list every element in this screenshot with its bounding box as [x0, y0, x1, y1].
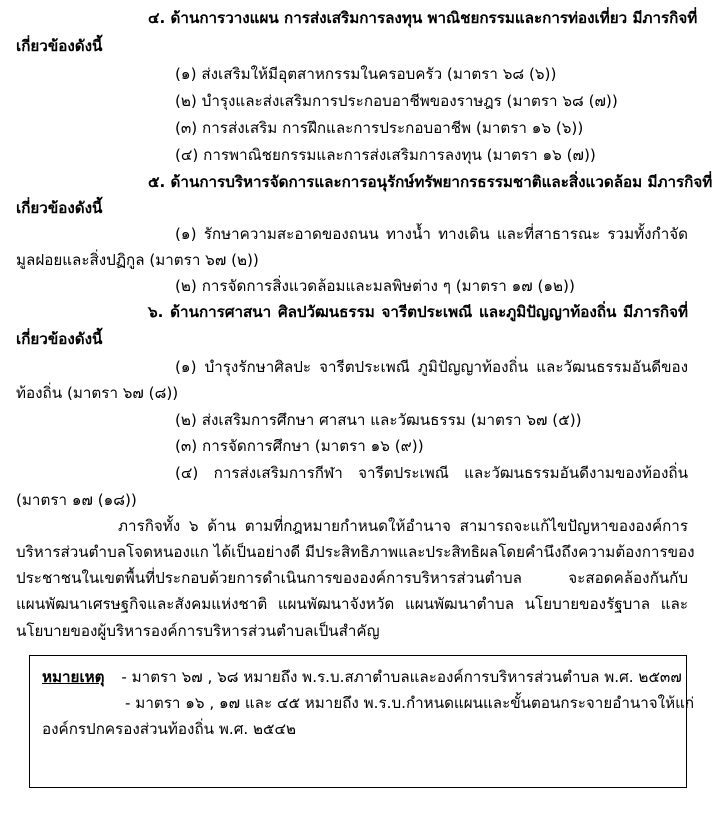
section-4-title-cont: เกี่ยวข้องดังนี้ — [16, 37, 103, 55]
section-6-title-cont: เกี่ยวข้องดังนี้ — [16, 330, 103, 348]
section-6-item-2: (๒) ส่งเสริมการศึกษา ศาสนา และวัฒนธรรม (มาตรา ๖๗ (๕)) — [175, 411, 582, 429]
section-4-item-1: (๑) ส่งเสริมให้มีอุตสาหกรรมในครอบครัว (มาตรา ๖๘ (๖)) — [175, 65, 557, 83]
section-4-item-4: (๔) การพาณิชยกรรมและการส่งเสริมการลงทุน (มาตรา ๑๖ (๗)) — [175, 146, 596, 164]
section-4-item-3: (๓) การส่งเสริม การฝึกและการประกอบอาชีพ (มาตรา ๑๖ (๖)) — [175, 119, 584, 137]
note-label: หมายเหตุ — [42, 668, 105, 686]
summary-line-1: ภารกิจทั้ง ๖ ด้าน ตามที่กฎหมายกำหนดให้อำนาจ สามารถจะแก้ไขปัญหาขององค์การ — [118, 517, 688, 535]
summary-line-2: บริหารส่วนตำบลโจดหนองแก ได้เป็นอย่างดี มีประสิทธิภาพและประสิทธิผลโดยคำนึงถึงความต้องการของ — [16, 543, 695, 561]
section-6-item-3: (๓) การจัดการศึกษา (มาตรา ๑๖ (๙)) — [175, 437, 424, 455]
section-5-title-cont: เกี่ยวข้องดังนี้ — [16, 199, 103, 217]
note-item-2-cont: องค์กรปกครองส่วนท้องถิ่น พ.ศ. ๒๕๔๒ — [42, 720, 297, 738]
note-line-1 — [42, 665, 682, 689]
section-4-item-2: (๒) บำรุงและส่งเสริมการประกอบอาชีพของราษฎร (มาตรา ๖๘ (๗)) — [175, 92, 618, 110]
section-6-item-4-cont: (มาตรา ๑๗ (๑๘)) — [16, 491, 137, 509]
summary-line-3: ประชาชนในเขตพื้นที่ประกอบด้วยการดำเนินการขององค์การบริหารส่วนตำบล จะสอดคล้องกันกับ — [16, 569, 688, 587]
summary-line-5: นโยบายของผู้บริหารองค์การบริหารส่วนตำบลเป็นสำคัญ — [16, 622, 380, 640]
section-4-title: ๔. ด้านการวางแผน การส่งเสริมการลงทุน พาณิชยกรรมและการท่องเที่ยว มีภารกิจที่ — [148, 9, 698, 27]
section-5-item-1-cont: มูลฝอยและสิ่งปฏิกูล (มาตรา ๖๗ (๒)) — [16, 251, 259, 269]
section-5-item-2: (๒) การจัดการสิ่งแวดล้อมและมลพิษต่าง ๆ (มาตรา ๑๗ (๑๒)) — [175, 277, 575, 295]
section-6-item-1-cont: ท้องถิ่น (มาตรา ๖๗ (๘)) — [16, 384, 179, 402]
section-6-title: ๖. ด้านการศาสนา ศิลปวัฒนธรรม จารีตประเพณี และภูมิปัญญาท้องถิ่น มีภารกิจที่ — [148, 303, 688, 321]
section-6-item-1: (๑) บำรุงรักษาศิลปะ จารีตประเพณี ภูมิปัญญาท้องถิ่น และวัฒนธรรมอันดีของ — [175, 358, 688, 376]
summary-line-4: แผนพัฒนาเศรษฐกิจและสังคมแห่งชาติ แผนพัฒนาจังหวัด แผนพัฒนาตำบล นโยบายของรัฐบาล และ — [16, 595, 688, 613]
note-item-1: - มาตรา ๖๗ , ๖๘ หมายถึง พ.ร.บ.สภาตำบลและองค์การบริหารส่วนตำบล พ.ศ. ๒๕๓๗ — [121, 668, 682, 686]
section-5-title: ๕. ด้านการบริหารจัดการและการอนุรักษ์ทรัพยากรธรรมชาติและสิ่งแวดล้อม มีภารกิจที่ — [148, 173, 713, 191]
note-box — [29, 655, 695, 788]
note-item-2: - มาตรา ๑๖ , ๑๗ และ ๔๕ หมายถึง พ.ร.บ.กำหนดแผนและขั้นตอนกระจายอำนาจให้แก่ — [125, 694, 695, 712]
section-6-item-4: (๔) การส่งเสริมการกีฬา จารีตประเพณี และวัฒนธรรมอันดีงามของท้องถิ่น — [175, 464, 688, 482]
section-5-item-1: (๑) รักษาความสะอาดของถนน ทางน้ำ ทางเดิน และที่สาธารณะ รวมทั้งกำจัด — [175, 225, 688, 243]
